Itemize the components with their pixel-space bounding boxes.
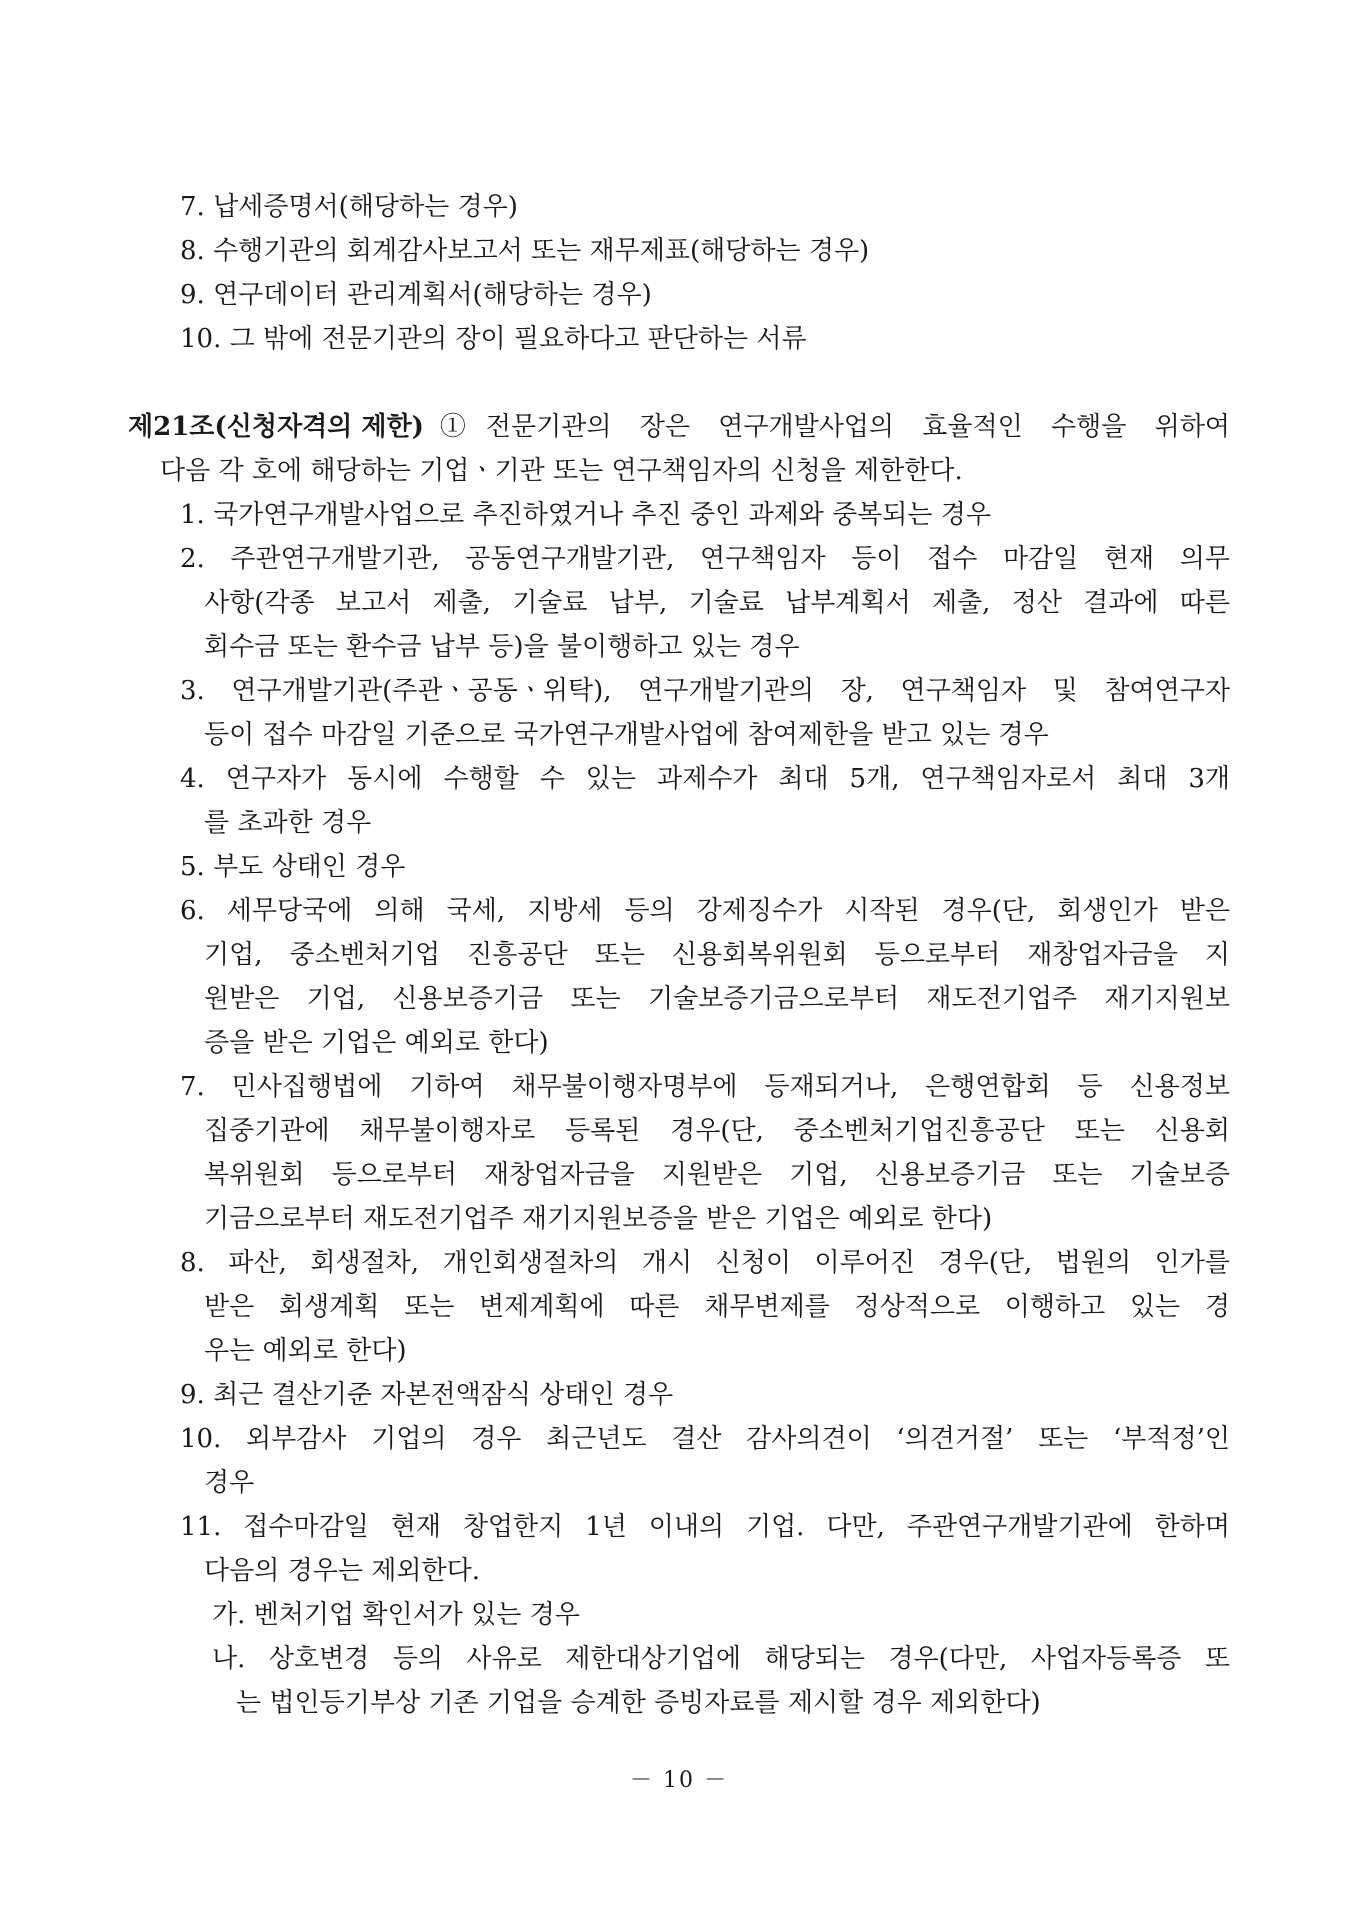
list-item-continuation: 원받은 기업, 신용보증기금 또는 기술보증기금으로부터 재도전기업주 재기지원보	[204, 984, 1230, 1014]
sub-list-item-continuation: 는 법인등기부상 기존 기업을 승계한 증빙자료를 제시할 경우 제외한다)	[236, 1688, 1041, 1718]
list-item-continuation: 집중기관에 채무불이행자로 등록된 경우(단, 중소벤처기업진흥공단 또는 신용회	[204, 1116, 1230, 1146]
list-item-continuation: 우는 예외로 한다)	[204, 1336, 407, 1366]
page-number: － 10 －	[630, 1768, 728, 1793]
article-heading-line	[128, 410, 1230, 444]
list-item-continuation: 회수금 또는 환수금 납부 등)을 불이행하고 있는 경우	[204, 632, 800, 662]
list-item: 7. 민사집행법에 기하여 채무불이행자명부에 등재되거나, 은행연합회 등 신용정보	[180, 1072, 1230, 1102]
list-item: 8. 수행기관의 회계감사보고서 또는 재무제표(해당하는 경우)	[180, 236, 870, 266]
article-intro: ①전문기관의 장은 연구개발사업의 효율적인 수행을 위하여	[439, 412, 1230, 442]
list-item-continuation: 사항(각종 보고서 제출, 기술료 납부, 기술료 납부계획서 제출, 정산 결과에 따른	[204, 588, 1230, 618]
article-intro-continuation: 다음 각 호에 해당하는 기업ㆍ기관 또는 연구책임자의 신청을 제한한다.	[160, 456, 963, 486]
list-item-continuation: 등이 접수 마감일 기준으로 국가연구개발사업에 참여제한을 받고 있는 경우	[204, 720, 1049, 750]
list-item-continuation: 기업, 중소벤처기업 진흥공단 또는 신용회복위원회 등으로부터 재창업자금을 지	[204, 940, 1230, 970]
sub-list-item: 나. 상호변경 등의 사유로 제한대상기업에 해당되는 경우(다만, 사업자등록증 또	[212, 1644, 1230, 1674]
list-item: 10. 그 밖에 전문기관의 장이 필요하다고 판단하는 서류	[180, 324, 807, 354]
list-item: 1. 국가연구개발사업으로 추진하였거나 추진 중인 과제와 중복되는 경우	[180, 500, 992, 530]
list-item: 7. 납세증명서(해당하는 경우)	[180, 192, 518, 222]
list-item-continuation: 증을 받은 기업은 예외로 한다)	[204, 1028, 549, 1058]
list-item: 4. 연구자가 동시에 수행할 수 있는 과제수가 최대 5개, 연구책임자로서 최대 3개	[180, 764, 1230, 794]
list-item-continuation: 를 초과한 경우	[204, 808, 372, 838]
list-item: 9. 최근 결산기준 자본전액잠식 상태인 경우	[180, 1380, 674, 1410]
article-title: 제21조(신청자격의 제한)	[128, 412, 424, 442]
list-item-continuation: 경우	[204, 1468, 255, 1498]
list-item-continuation: 기금으로부터 재도전기업주 재기지원보증을 받은 기업은 예외로 한다)	[204, 1204, 993, 1234]
list-item: 10. 외부감사 기업의 경우 최근년도 결산 감사의견이 ‘의견거절’ 또는 ‘부적정’인	[180, 1424, 1230, 1454]
list-item: 11. 접수마감일 현재 창업한지 1년 이내의 기업. 다만, 주관연구개발기관에 한하며	[180, 1512, 1230, 1542]
list-item: 8. 파산, 회생절차, 개인회생절차의 개시 신청이 이루어진 경우(단, 법원의 인가를	[180, 1248, 1230, 1278]
list-item: 5. 부도 상태인 경우	[180, 852, 406, 882]
list-item: 2. 주관연구개발기관, 공동연구개발기관, 연구책임자 등이 접수 마감일 현재 의무	[180, 544, 1230, 574]
list-item-continuation: 다음의 경우는 제외한다.	[204, 1556, 480, 1586]
list-item: 6. 세무당국에 의해 국세, 지방세 등의 강제징수가 시작된 경우(단, 회생인가 받은	[180, 896, 1230, 926]
sub-list-item: 가. 벤처기업 확인서가 있는 경우	[212, 1600, 580, 1630]
list-item-continuation: 복위원회 등으로부터 재창업자금을 지원받은 기업, 신용보증기금 또는 기술보증	[204, 1160, 1230, 1190]
list-item: 3. 연구개발기관(주관ㆍ공동ㆍ위탁), 연구개발기관의 장, 연구책임자 및 참여연구자	[180, 676, 1230, 706]
list-item: 9. 연구데이터 관리계획서(해당하는 경우)	[180, 280, 652, 310]
list-item-continuation: 받은 회생계획 또는 변제계획에 따른 채무변제를 정상적으로 이행하고 있는 경	[204, 1292, 1230, 1322]
